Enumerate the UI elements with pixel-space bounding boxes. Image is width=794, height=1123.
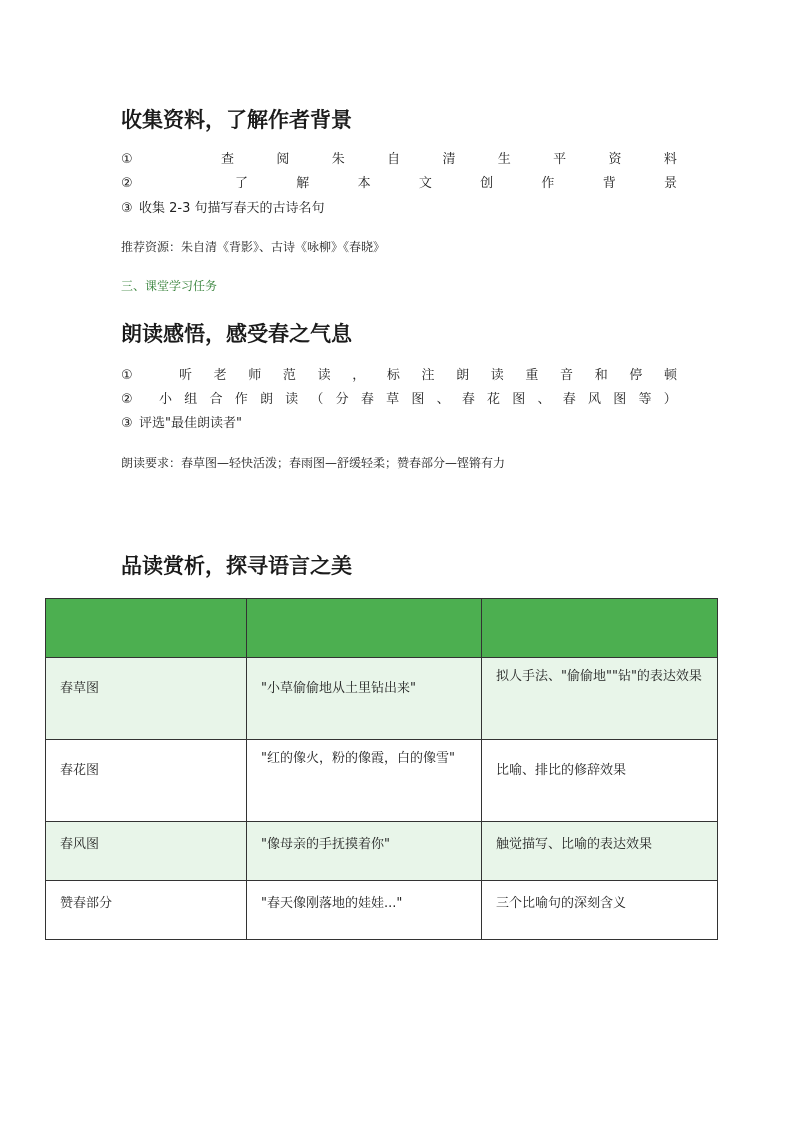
item-number: ③: [121, 416, 133, 431]
list-item: [121, 152, 677, 168]
table-row: [46, 740, 718, 822]
list-item: [121, 392, 677, 408]
list-item: [121, 416, 677, 432]
item-text: 了 解 本 文 创 作 背 景: [235, 176, 677, 191]
table-cell: 春花图: [46, 740, 247, 822]
list-item: [121, 176, 677, 192]
table-cell: "像母亲的手抚摸着你": [247, 822, 482, 881]
table-cell: "春天像刚落地的娃娃...": [247, 881, 482, 940]
table-cell: 拟人手法、"偷偷地""钻"的表达效果: [482, 658, 718, 740]
section-label: 三、课堂学习任务: [121, 279, 218, 293]
list-item: [121, 201, 677, 217]
item-text: 收集 2-3 句描写春天的古诗名句: [139, 201, 325, 216]
heading-reading-aloud: 朗读感悟，感受春之气息: [121, 321, 352, 346]
table-cell: "红的像火，粉的像霞，白的像雪": [247, 740, 482, 822]
table-row: [46, 658, 718, 740]
item-number: ②: [121, 176, 133, 191]
table-cell: 触觉描写、比喻的表达效果: [482, 822, 718, 881]
table-header-cell: [247, 599, 482, 658]
heading-collect-materials: 收集资料，了解作者背景: [121, 107, 352, 132]
table-cell: 比喻、排比的修辞效果: [482, 740, 718, 822]
table-cell: 赞春部分: [46, 881, 247, 940]
heading-appreciation: 品读赏析，探寻语言之美: [121, 553, 352, 578]
table-cell: 三个比喻句的深刻含义: [482, 881, 718, 940]
table-cell: 春草图: [46, 658, 247, 740]
table-cell: "小草偷偷地从土里钻出来": [247, 658, 482, 740]
table-cell: 春风图: [46, 822, 247, 881]
table-row: [46, 822, 718, 881]
item-text: 评选"最佳朗读者": [139, 416, 242, 431]
appreciation-table: [45, 598, 718, 940]
item-number: ③: [121, 201, 133, 216]
item-text: 小 组 合 作 朗 读 （ 分 春 草 图 、 春 花 图 、 春 风 图 等 ）: [159, 392, 677, 407]
item-text: 听 老 师 范 读 ， 标 注 朗 读 重 音 和 停 顿: [179, 368, 677, 383]
list-item: [121, 368, 677, 384]
reading-requirements-note: 朗读要求：春草图—轻快活泼；春雨图—舒缓轻柔；赞春部分—铿锵有力: [121, 456, 506, 470]
table-header-row: [46, 599, 718, 658]
item-number: ①: [121, 368, 133, 383]
item-text: 查 阅 朱 自 清 生 平 资 料: [221, 152, 677, 167]
table-row: [46, 881, 718, 940]
item-number: ②: [121, 392, 133, 407]
item-number: ①: [121, 152, 133, 167]
table-header-cell: [46, 599, 247, 658]
table-header-cell: [482, 599, 718, 658]
recommended-resources-note: 推荐资源：朱自清《背影》、古诗《咏柳》《春晓》: [121, 240, 386, 254]
